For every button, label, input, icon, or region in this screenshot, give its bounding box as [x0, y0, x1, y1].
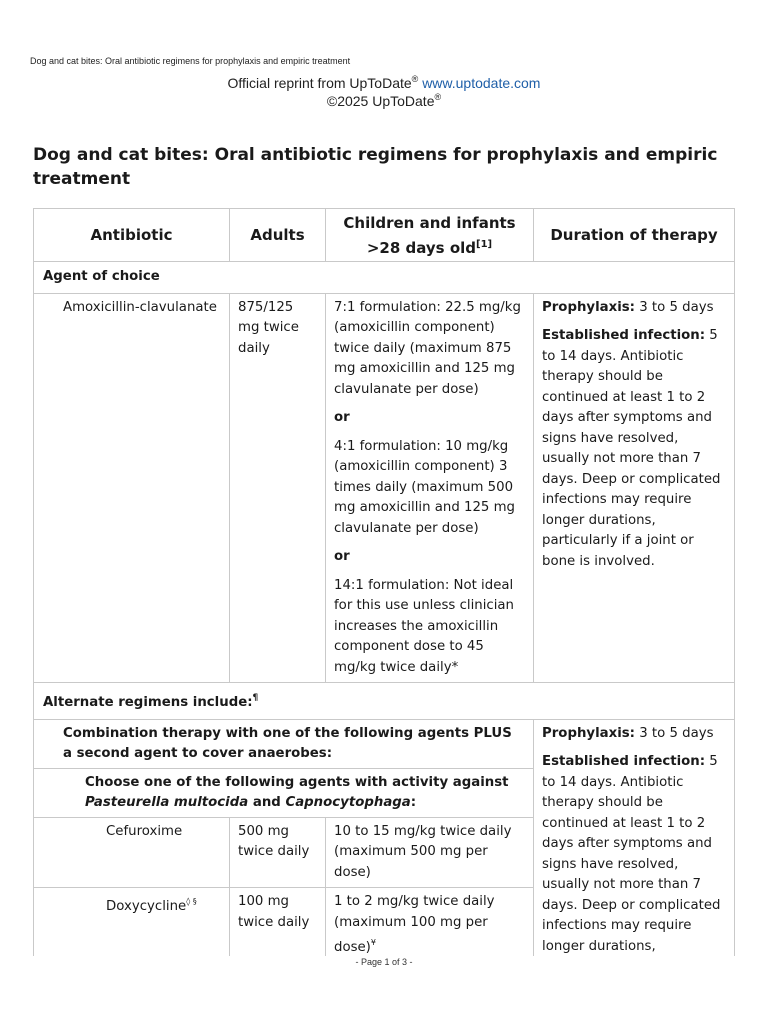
organism-pasteurella: Pasteurella multocida [85, 794, 249, 810]
alt-established-duration [542, 752, 726, 957]
child-dose-text: 1 to 2 mg/kg twice daily (maximum 100 mg per dose) [334, 894, 495, 955]
choose-prefix: Choose one of the following agents with activity against [85, 774, 509, 790]
reprint-text: Official reprint from UpToDate [227, 75, 412, 91]
duration [534, 293, 735, 683]
prophylaxis-value: 3 to 5 days [635, 725, 714, 741]
child-dose [326, 888, 534, 964]
choose-agent-heading [34, 768, 534, 817]
adult-dose: 500 mg twice daily [230, 817, 326, 888]
formulation-14-1: 14:1 formulation: Not ideal for this use unless clinician increases the amoxicillin component dose to 45 mg/kg twice daily* [334, 577, 514, 675]
child-dose [326, 293, 534, 683]
drug-name-text: Doxycycline [106, 899, 187, 914]
established-value: 5 to 14 days. Antibiotic therapy should be continued at least 1 to 2 days after symptoms and signs have resolved, usually not more than 7 days. Deep or complicated infections may require longer durations, particularly if a joint or bone is involved. [542, 328, 721, 569]
uptodate-link[interactable]: www.uptodate.com [422, 75, 541, 91]
adult-dose: 875/125 mg twice daily [230, 293, 326, 683]
reference-link[interactable]: [1] [476, 238, 493, 250]
header-adults: Adults [230, 209, 326, 262]
header-antibiotic: Antibiotic [34, 209, 230, 262]
registered-mark-2: ® [434, 92, 442, 102]
header-children [326, 209, 534, 262]
or-separator: or [334, 549, 350, 564]
section-title: Agent of choice [34, 262, 735, 294]
established-label: Established infection: [542, 754, 706, 769]
section-title [34, 683, 735, 720]
header-duration: Duration of therapy [534, 209, 735, 262]
copyright-text: ©2025 UpToDate [326, 93, 435, 109]
page-title: Dog and cat bites: Oral antibiotic regimens for prophylaxis and empiric treatment [33, 145, 718, 189]
section-title-text: Alternate regimens include: [43, 695, 253, 710]
established-duration [542, 326, 726, 572]
page-footer: - Page 1 of 3 - [355, 957, 413, 967]
prophylaxis-label: Prophylaxis: [542, 725, 635, 741]
combination-heading: Combination therapy with one of the following agents PLUS a second agent to cover anaerobes: [34, 719, 534, 768]
established-value: 5 to 14 days. Antibiotic therapy should be continued at least 1 to 2 days after symptoms and signs have resolved, usually not more than 7 days. Deep or complicated infections may require longer durations, [542, 754, 721, 954]
choose-and: and [248, 794, 286, 810]
prophylaxis-value: 3 to 5 days [635, 299, 714, 315]
footnote-mark: ¥ [370, 938, 376, 947]
section-row-agent-of-choice [34, 262, 735, 294]
reprint-line-1 [0, 74, 768, 91]
organism-capnocytophaga: Capnocytophaga [285, 794, 411, 810]
drug-name [34, 888, 230, 964]
choose-suffix: : [410, 794, 417, 810]
section-row-alternate [34, 683, 735, 720]
reprint-line-2 [0, 92, 768, 109]
regimen-table [33, 208, 735, 964]
table-header-row [34, 209, 735, 262]
alt-duration [534, 719, 735, 963]
established-label: Established infection: [542, 328, 706, 343]
child-dose: 10 to 15 mg/kg twice daily (maximum 500 mg per dose) [326, 817, 534, 888]
formulation-7-1: 7:1 formulation: 22.5 mg/kg (amoxicillin component) twice daily (maximum 875 mg amoxicillin and 125 mg clavulanate per dose) [334, 299, 521, 397]
adult-dose: 100 mg twice daily [230, 888, 326, 964]
formulation-4-1: 4:1 formulation: 10 mg/kg (amoxicillin component) 3 times daily (maximum 500 mg amoxicillin and 125 mg clavulanate per dose) [334, 438, 515, 536]
table-row-amoxicillin [34, 293, 735, 683]
running-head: Dog and cat bites: Oral antibiotic regimens for prophylaxis and empiric treatment [30, 56, 351, 66]
prophylaxis-duration [542, 298, 726, 319]
drug-name: Amoxicillin-clavulanate [34, 293, 230, 683]
footnote-mark: ¶ [252, 693, 259, 703]
table-row-combination-heading [34, 719, 735, 768]
alt-prophylaxis-duration [542, 724, 726, 745]
header-children-label: Children and infants >28 days old [343, 213, 516, 257]
registered-mark: ® [411, 74, 419, 84]
or-separator: or [334, 410, 350, 425]
drug-name: Cefuroxime [34, 817, 230, 888]
footnote-marks: ◊ § [186, 897, 197, 906]
prophylaxis-label: Prophylaxis: [542, 299, 635, 315]
